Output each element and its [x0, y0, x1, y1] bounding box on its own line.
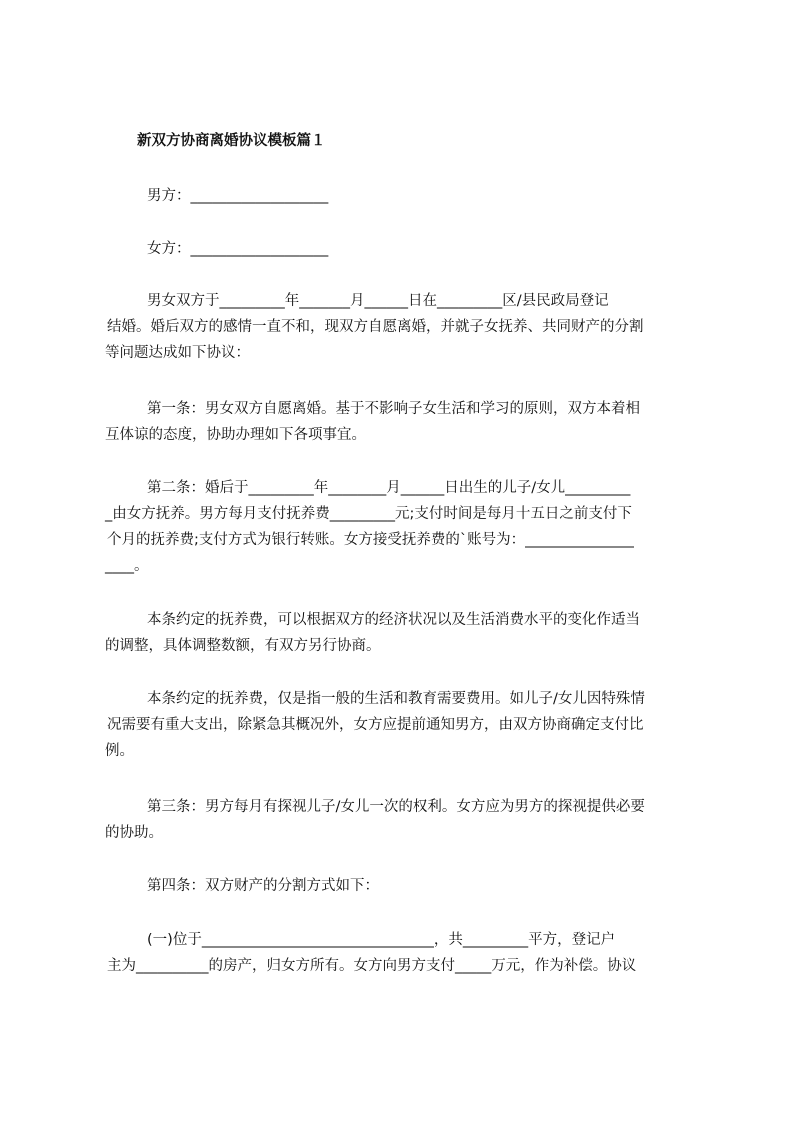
- paragraph-line: 本条约定的抚养费，可以根据双方的经济状况以及生活消费水平的变化作适当: [147, 612, 640, 628]
- paragraph-line: 况需要有重大支出，除紧急其概况外，女方应提前通知男方，由双方协商确定支付比: [107, 717, 644, 733]
- paragraph-line: 等问题达成如下协议：: [105, 345, 250, 361]
- article-one-line: 第一条：男女双方自愿离婚。基于不影响子女生活和学习的原则，双方本着相: [147, 401, 640, 417]
- paragraph-line: 男女双方于_________年_______月______日在_________区/县民政局登记: [147, 293, 609, 309]
- paragraph-line: 的调整，具体调整数额，有双方另行协商。: [105, 638, 381, 654]
- paragraph-line: 结婚。婚后双方的感情一直不和，现双方自愿离婚，并就子女抚养、共同财产的分割: [107, 319, 644, 335]
- article-two-line: ____。: [105, 558, 149, 574]
- article-two-line: 个月的抚养费;支付方式为银行转账。女方接受抚养费的`账号为：_______________: [107, 532, 634, 548]
- article-one-line: 互体谅的态度，协助办理如下各项事宜。: [105, 427, 366, 443]
- article-two-line: _由女方抚养。男方每月支付抚养费_________元;支付时间是每月十五日之前支付下: [105, 506, 632, 522]
- property-clause-line: (一)位于________________________________，共_________平方，登记户: [147, 932, 616, 948]
- property-clause-line: 主为__________的房产，归女方所有。女方向男方支付_____万元，作为补偿。协议: [107, 958, 637, 974]
- paragraph-line: 本条约定的抚养费，仅是指一般的生活和教育需要费用。如儿子/女儿因特殊情: [147, 691, 645, 707]
- document-title: 新双方协商离婚协议模板篇１: [137, 133, 326, 149]
- female-party-line: 女方：___________________: [147, 241, 329, 257]
- paragraph-line: 例。: [105, 743, 134, 759]
- male-party-line: 男方：___________________: [147, 188, 329, 204]
- article-four-line: 第四条：双方财产的分割方式如下：: [147, 878, 379, 894]
- article-two-line: 第二条：婚后于_________年________月______日出生的儿子/女儿_________: [147, 480, 631, 496]
- article-three-line: 的协助。: [105, 825, 163, 841]
- article-three-line: 第三条：男方每月有探视儿子/女儿一次的权利。女方应为男方的探视提供必要: [147, 799, 645, 815]
